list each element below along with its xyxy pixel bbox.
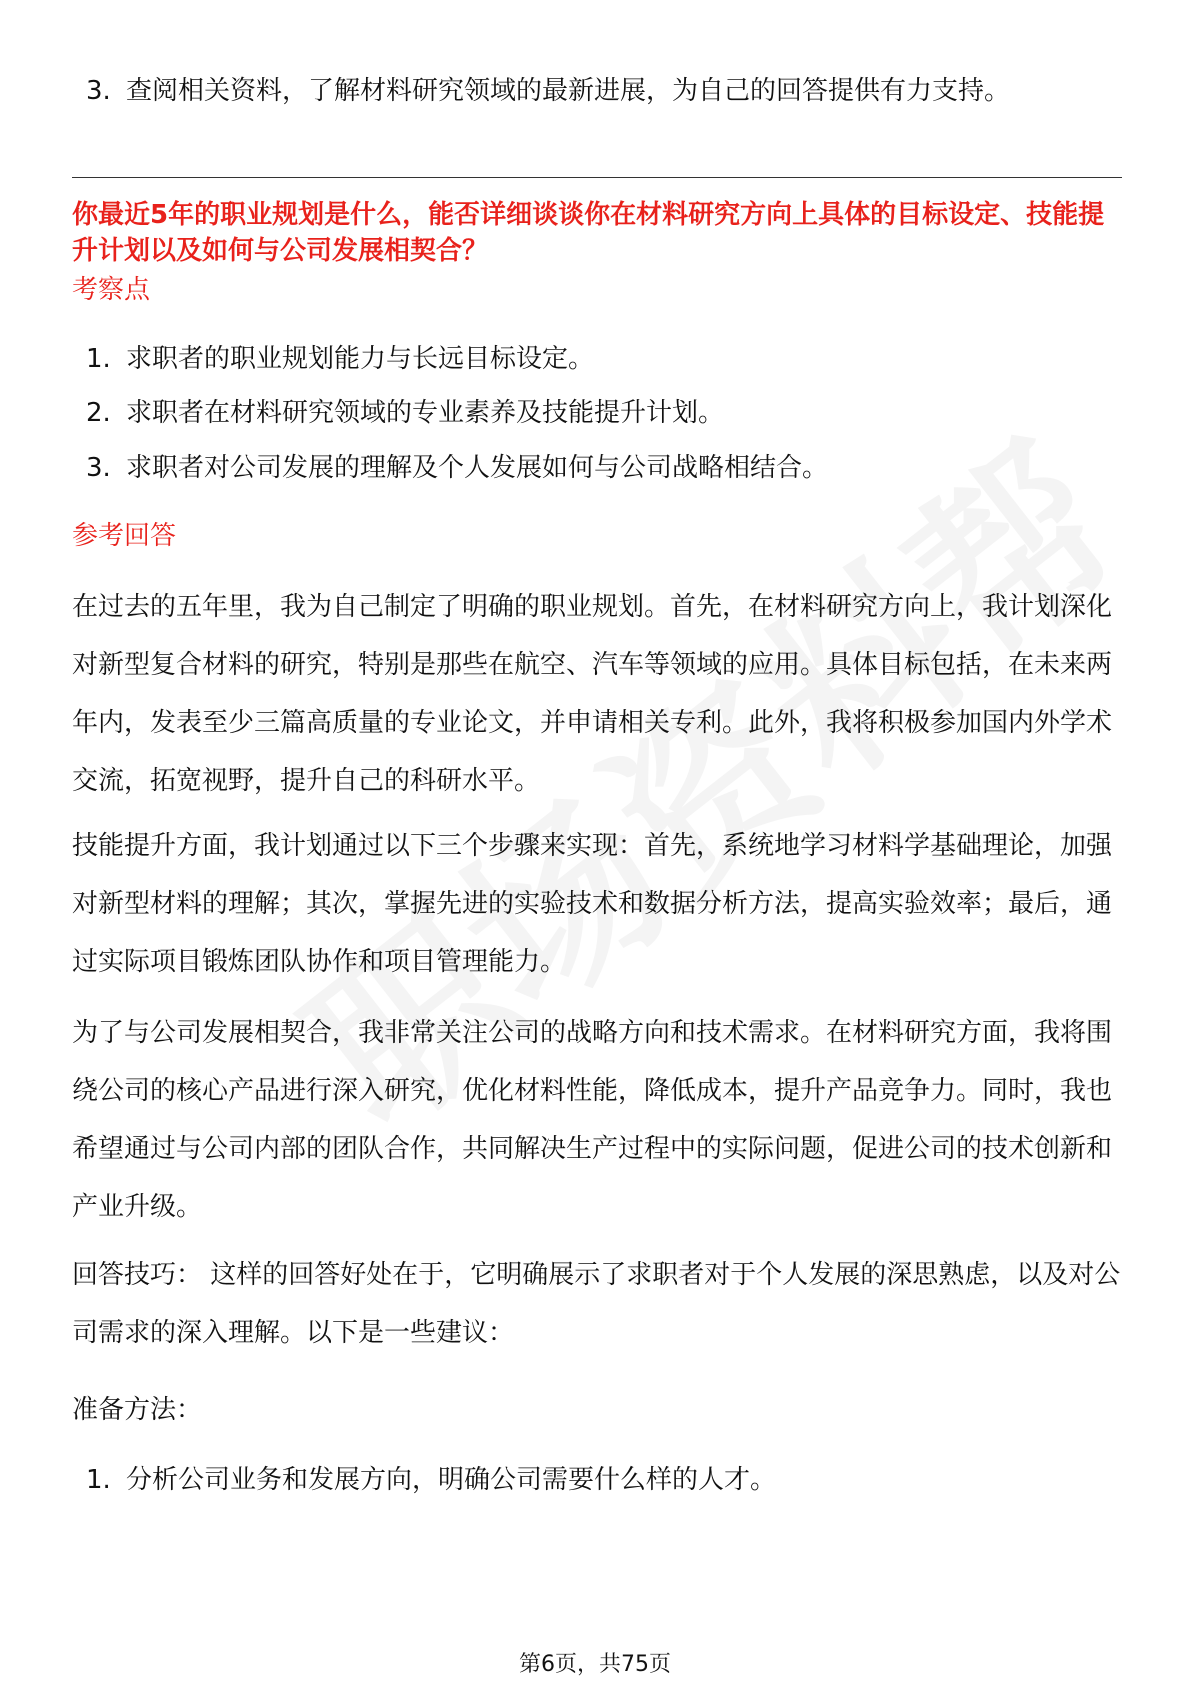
list-text: 查阅相关资料，了解材料研究领域的最新进展，为自己的回答提供有力支持。 [126, 76, 1011, 106]
section-divider [72, 177, 1122, 178]
list-item [72, 396, 1176, 430]
list-text: 求职者在材料研究领域的专业素养及技能提升计划。 [126, 398, 725, 428]
answer-heading: 参考回答 [72, 521, 177, 551]
list-item [72, 1463, 1176, 1497]
answer-tips-paragraph: 回答技巧： 这样的回答好处在于，它明确展示了求职者对于个人发展的深思熟虑，以及对公司需求的深入理解。以下是一些建议： [72, 1260, 1121, 1348]
list-item [72, 451, 1176, 485]
list-item [72, 74, 1176, 108]
answer-paragraph: 在过去的五年里，我为自己制定了明确的职业规划。首先，在材料研究方向上，我计划深化对新型复合材料的研究，特别是那些在航空、汽车等领域的应用。具体目标包括，在未来两年内，发表至少三篇高质量的专业论文，并申请相关专利。此外，我将积极参加国内外学术交流，拓宽视野，提升自己的科研水平。 [72, 592, 1113, 796]
answer-paragraph: 技能提升方面，我计划通过以下三个步骤来实现：首先，系统地学习材料学基础理论，加强对新型材料的理解；其次，掌握先进的实验技术和数据分析方法，提高实验效率；最后，通过实际项目锻炼团队协作和项目管理能力。 [72, 831, 1113, 977]
list-text: 求职者对公司发展的理解及个人发展如何与公司战略相结合。 [126, 453, 829, 483]
list-number: 1. [86, 344, 111, 374]
list-number: 3. [86, 453, 111, 483]
question-title: 你最近5年的职业规划是什么，能否详细谈谈你在材料研究方向上具体的目标设定、技能提升计划以及如何与公司发展相契合？ [72, 200, 1105, 266]
list-item [72, 342, 1176, 376]
list-text: 求职者的职业规划能力与长远目标设定。 [126, 344, 595, 374]
list-number: 3. [86, 76, 111, 106]
list-text: 分析公司业务和发展方向，明确公司需要什么样的人才。 [126, 1465, 777, 1495]
list-number: 1. [86, 1465, 111, 1495]
answer-paragraph: 为了与公司发展相契合，我非常关注公司的战略方向和技术需求。在材料研究方面，我将围绕公司的核心产品进行深入研究，优化材料性能，降低成本，提升产品竞争力。同时，我也希望通过与公司内部的团队合作，共同解决生产过程中的实际问题，促进公司的技术创新和产业升级。 [72, 1018, 1113, 1222]
prep-heading: 准备方法： [72, 1395, 203, 1425]
list-number: 2. [86, 398, 111, 428]
page-footer: 第6页，共75页 [519, 1652, 671, 1677]
focus-heading: 考察点 [72, 275, 151, 305]
